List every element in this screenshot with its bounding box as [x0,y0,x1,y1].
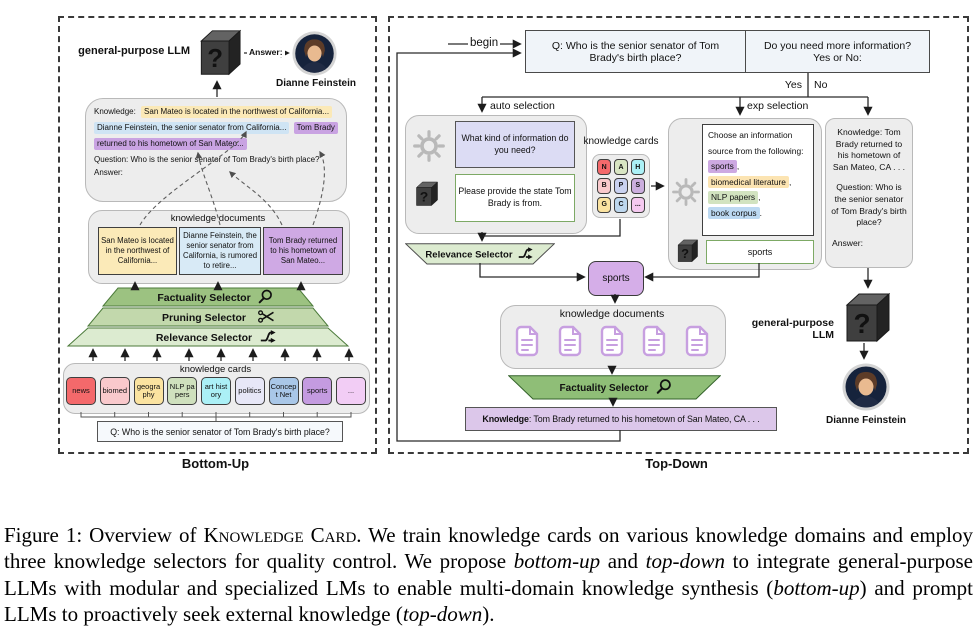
caption-text: Figure 1: Overview of [4,523,204,547]
caption-text: ). [482,601,495,626]
pruning-selector-label: Pruning Selector [161,312,247,324]
evidence-purple-long: returned to his hometown of San Mateo... [94,138,247,150]
document-icon [599,325,625,357]
knowledge-cards-title: knowledge cards [179,364,252,375]
person-name: Dianne Feinstein [275,78,356,89]
card-conceptnet: Concept Net [269,377,299,405]
knowledge-output-bold: Knowledge [482,414,529,424]
documents-row [506,325,718,357]
doc-purple: Tom Brady returned to his hometown of San Mateo... [263,227,343,275]
exp-option-sports: sports [708,160,737,173]
grid-cell-c: C [614,197,628,213]
yes-label: Yes [784,79,802,91]
grid-cell-s: S [631,178,645,194]
punct: . [759,207,762,218]
caption-text: . We train knowledge cards on various knowledge domains and employ three knowledge selectors for quality control. We propose [4,523,973,574]
info-line1: Do you need more information? [763,39,912,52]
no-branch-question: Question: Who is the senior senator of Tom Brady's birth place? [831,182,907,228]
grid-cell-h: H [631,159,645,175]
grid-cell-a: A [614,159,628,175]
punct: , [758,192,761,203]
auto-selection-label: auto selection [490,100,555,112]
caption-text: and [600,549,646,574]
knowledge-cards-row [66,377,366,405]
evidence-blue: Dianne Feinstein, the senior senator from California... [94,122,289,134]
prompt-answer-label: Answer: [94,168,123,177]
caption-italic: bottom-up [513,549,601,574]
selector-pyramid [58,286,358,348]
factuality-selector-label: Factuality Selector [157,292,251,304]
caption-text: ) and prompt LLMs to proactively seek external knowledge ( [4,575,974,626]
card-more: ... [336,377,366,405]
document-icon [557,325,583,357]
document-icon [641,325,667,357]
factuality-selector-trapezoid [508,375,721,400]
no-branch-knowledge: Knowledge: Tom Brady returned to his hometown of San Mateo, CA . . . [832,127,906,172]
punct: , [736,161,740,172]
auto-model-question: What kind of information do you need? [455,121,575,168]
domain-chip-sports: sports [588,261,644,296]
relevance-selector-label: Relevance Selector [155,332,253,344]
exp-option-book: book corpus [708,207,760,220]
query-box: Q: Who is the senior senator of Tom Brady's birth place? [97,421,343,442]
evidence-purple-short: Tom Brady [294,122,338,134]
exp-selection-label: exp selection [747,100,809,112]
llm-cube-icon [193,27,241,79]
document-icon [514,325,540,357]
doc-yellow: San Mateo is located in the northwest of California... [98,227,177,275]
knowledge-highlight: San Mateo is located in the northwest of California... [141,106,332,118]
llm-cube-small-icon [674,238,698,264]
top-question-cell: Q: Who is the senior senator of Tom Brady's birth place? [526,31,746,72]
exp-prompt-prefix: Choose an information source from the following: [708,130,804,156]
knowledge-output-rest: : Tom Brady returned to his hometown of San Mateo, CA . . . [528,414,760,424]
prompt-bubble [85,98,347,202]
gear-icon [672,178,700,206]
grid-cell-b: B [597,178,611,194]
caption-italic: bottom-up [773,575,860,600]
figure-caption [4,522,973,627]
card-politics: politics [235,377,265,405]
auto-model-answer: Please provide the state Tom Brady is from. [455,174,575,222]
no-branch-box [825,118,913,268]
doc-blue: Dianne Feinstein, the senior senator from California, is rumored to retire... [179,227,261,275]
person-name: Dianne Feinstein [825,415,906,426]
knowledge-cards-grid [592,154,650,218]
grid-cell-g: G [597,197,611,213]
caption-smallcaps: Knowledge Card [203,523,357,547]
card-nlp-papers: NLP papers [167,377,197,405]
gear-icon [413,130,445,162]
card-art-history: art history [201,377,231,405]
factuality-selector-label: Factuality Selector [559,383,649,394]
answer-label: Answer: [249,47,283,57]
bottom-up-label: Bottom-Up [181,456,250,471]
exp-option-biomedical: biomedical literature [708,176,789,189]
grid-cell-n: N [597,159,611,175]
knowledge-label: Knowledge: [94,107,136,116]
punct: , [788,176,792,187]
person-avatar [841,362,891,412]
caption-italic: top-down [645,549,726,574]
bottom-up-llm-label: general-purpose LLM [78,45,190,57]
top-down-llm-label: general-purpose LLM [751,317,834,341]
relevance-selector-label: Relevance Selector [425,249,513,261]
grid-cell-more: ... [631,197,645,213]
no-label: No [814,79,828,91]
relevance-selector-trapezoid [405,243,555,265]
document-icon [684,325,710,357]
info-cell [746,31,929,72]
top-question-info-box [525,30,930,73]
llm-cube-small-icon [412,180,438,208]
card-sports: sports [302,377,332,405]
card-news: news [66,377,96,405]
exp-selected-box: sports [706,240,814,264]
knowledge-documents-title: knowledge documents [559,308,665,320]
knowledge-documents-title: knowledge documents [170,213,266,224]
grid-cell-p: P [614,178,628,194]
caption-italic: top-down [402,601,483,626]
begin-label: begin [470,37,499,49]
top-down-label: Top-Down [645,456,708,471]
grid-title: knowledge cards [583,136,659,147]
knowledge-output-box [465,407,777,431]
card-biomed: biomed [100,377,130,405]
no-branch-answer: Answer: [832,237,864,248]
info-line2: Yes or No: [813,51,862,64]
exp-prompt-box [702,124,814,236]
llm-cube-icon [838,290,890,346]
card-geography: geography [134,377,164,405]
exp-option-nlp: NLP papers [708,191,758,204]
prompt-question: Question: Who is the senior senator of Tom Brady's birth place? [94,155,320,164]
caption-text: to integrate general-purpose LLMs with modular and specialized LMs to enable multi-domain knowledge synthesis ( [4,549,973,600]
person-avatar [291,30,338,77]
